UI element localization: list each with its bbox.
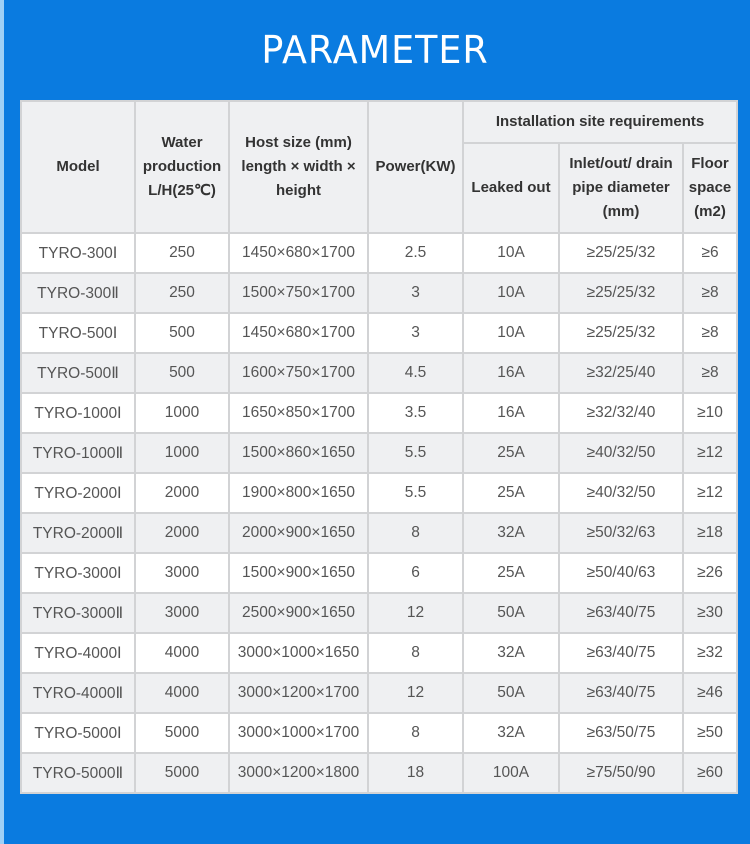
cell-floor-space: ≥6 xyxy=(683,233,737,273)
cell-model: TYRO-300Ⅰ xyxy=(21,233,135,273)
cell-floor-space: ≥8 xyxy=(683,313,737,353)
table-body xyxy=(21,233,737,793)
cell-floor-space: ≥30 xyxy=(683,593,737,633)
table-row xyxy=(21,313,737,353)
cell-water-production: 4000 xyxy=(135,633,229,673)
table-row xyxy=(21,353,737,393)
cell-pipe-diameter: ≥50/40/63 xyxy=(559,553,683,593)
table-row xyxy=(21,513,737,553)
parameter-table-container xyxy=(20,100,736,794)
cell-host-size: 3000×1200×1800 xyxy=(229,753,368,793)
table-row xyxy=(21,393,737,433)
header-leaked-out: Leaked out xyxy=(463,143,559,233)
cell-water-production: 3000 xyxy=(135,553,229,593)
cell-water-production: 2000 xyxy=(135,473,229,513)
table-row xyxy=(21,713,737,753)
cell-power: 3 xyxy=(368,273,463,313)
table-row xyxy=(21,593,737,633)
cell-leaked-out: 32A xyxy=(463,513,559,553)
header-installation-requirements: Installation site requirements xyxy=(463,101,737,143)
cell-model: TYRO-3000Ⅱ xyxy=(21,593,135,633)
cell-floor-space: ≥12 xyxy=(683,433,737,473)
cell-host-size: 1650×850×1700 xyxy=(229,393,368,433)
cell-model: TYRO-500Ⅱ xyxy=(21,353,135,393)
cell-water-production: 5000 xyxy=(135,713,229,753)
cell-model: TYRO-2000Ⅱ xyxy=(21,513,135,553)
cell-leaked-out: 50A xyxy=(463,673,559,713)
cell-floor-space: ≥10 xyxy=(683,393,737,433)
cell-host-size: 2500×900×1650 xyxy=(229,593,368,633)
table-header xyxy=(21,101,737,233)
cell-host-size: 1450×680×1700 xyxy=(229,233,368,273)
table-row xyxy=(21,753,737,793)
cell-floor-space: ≥46 xyxy=(683,673,737,713)
cell-pipe-diameter: ≥75/50/90 xyxy=(559,753,683,793)
cell-water-production: 4000 xyxy=(135,673,229,713)
cell-floor-space: ≥8 xyxy=(683,353,737,393)
cell-water-production: 2000 xyxy=(135,513,229,553)
cell-floor-space: ≥8 xyxy=(683,273,737,313)
header-floor-space: Floor space (m2) xyxy=(683,143,737,233)
cell-host-size: 2000×900×1650 xyxy=(229,513,368,553)
cell-model: TYRO-5000Ⅱ xyxy=(21,753,135,793)
cell-power: 8 xyxy=(368,513,463,553)
cell-power: 3.5 xyxy=(368,393,463,433)
cell-floor-space: ≥32 xyxy=(683,633,737,673)
cell-model: TYRO-300Ⅱ xyxy=(21,273,135,313)
cell-pipe-diameter: ≥63/40/75 xyxy=(559,593,683,633)
cell-floor-space: ≥26 xyxy=(683,553,737,593)
cell-pipe-diameter: ≥25/25/32 xyxy=(559,313,683,353)
cell-host-size: 1450×680×1700 xyxy=(229,313,368,353)
cell-leaked-out: 25A xyxy=(463,433,559,473)
cell-pipe-diameter: ≥32/32/40 xyxy=(559,393,683,433)
cell-power: 8 xyxy=(368,713,463,753)
cell-pipe-diameter: ≥50/32/63 xyxy=(559,513,683,553)
cell-water-production: 500 xyxy=(135,353,229,393)
cell-leaked-out: 32A xyxy=(463,713,559,753)
cell-water-production: 1000 xyxy=(135,393,229,433)
cell-host-size: 3000×1000×1700 xyxy=(229,713,368,753)
cell-leaked-out: 10A xyxy=(463,233,559,273)
cell-pipe-diameter: ≥63/40/75 xyxy=(559,633,683,673)
cell-water-production: 250 xyxy=(135,233,229,273)
cell-host-size: 3000×1200×1700 xyxy=(229,673,368,713)
cell-water-production: 3000 xyxy=(135,593,229,633)
cell-pipe-diameter: ≥25/25/32 xyxy=(559,233,683,273)
cell-floor-space: ≥60 xyxy=(683,753,737,793)
cell-model: TYRO-3000Ⅰ xyxy=(21,553,135,593)
cell-water-production: 5000 xyxy=(135,753,229,793)
header-pipe-diameter: Inlet/out/ drain pipe diameter (mm) xyxy=(559,143,683,233)
table-row xyxy=(21,673,737,713)
cell-power: 6 xyxy=(368,553,463,593)
cell-water-production: 500 xyxy=(135,313,229,353)
cell-host-size: 1600×750×1700 xyxy=(229,353,368,393)
cell-power: 5.5 xyxy=(368,473,463,513)
left-edge-stripe xyxy=(0,0,4,844)
header-water-production: Water production L/H(25℃) xyxy=(135,101,229,233)
cell-host-size: 1500×860×1650 xyxy=(229,433,368,473)
cell-leaked-out: 10A xyxy=(463,313,559,353)
cell-leaked-out: 10A xyxy=(463,273,559,313)
cell-host-size: 1500×750×1700 xyxy=(229,273,368,313)
cell-power: 8 xyxy=(368,633,463,673)
cell-power: 12 xyxy=(368,593,463,633)
header-model: Model xyxy=(21,101,135,233)
cell-pipe-diameter: ≥63/40/75 xyxy=(559,673,683,713)
cell-leaked-out: 16A xyxy=(463,353,559,393)
table-row xyxy=(21,633,737,673)
cell-power: 3 xyxy=(368,313,463,353)
cell-host-size: 1900×800×1650 xyxy=(229,473,368,513)
cell-water-production: 1000 xyxy=(135,433,229,473)
cell-floor-space: ≥12 xyxy=(683,473,737,513)
cell-model: TYRO-4000Ⅰ xyxy=(21,633,135,673)
table-row xyxy=(21,233,737,273)
cell-power: 5.5 xyxy=(368,433,463,473)
cell-floor-space: ≥18 xyxy=(683,513,737,553)
cell-leaked-out: 50A xyxy=(463,593,559,633)
table-row xyxy=(21,473,737,513)
cell-pipe-diameter: ≥40/32/50 xyxy=(559,433,683,473)
cell-pipe-diameter: ≥32/25/40 xyxy=(559,353,683,393)
table-row xyxy=(21,433,737,473)
cell-leaked-out: 25A xyxy=(463,553,559,593)
cell-pipe-diameter: ≥63/50/75 xyxy=(559,713,683,753)
cell-power: 12 xyxy=(368,673,463,713)
cell-leaked-out: 32A xyxy=(463,633,559,673)
cell-leaked-out: 16A xyxy=(463,393,559,433)
table-row xyxy=(21,553,737,593)
cell-model: TYRO-2000Ⅰ xyxy=(21,473,135,513)
cell-model: TYRO-1000Ⅰ xyxy=(21,393,135,433)
cell-model: TYRO-500Ⅰ xyxy=(21,313,135,353)
cell-pipe-diameter: ≥40/32/50 xyxy=(559,473,683,513)
cell-model: TYRO-1000Ⅱ xyxy=(21,433,135,473)
table-row xyxy=(21,273,737,313)
header-host-size: Host size (mm) length × width × height xyxy=(229,101,368,233)
cell-power: 2.5 xyxy=(368,233,463,273)
cell-power: 4.5 xyxy=(368,353,463,393)
cell-leaked-out: 100A xyxy=(463,753,559,793)
cell-pipe-diameter: ≥25/25/32 xyxy=(559,273,683,313)
cell-host-size: 1500×900×1650 xyxy=(229,553,368,593)
cell-power: 18 xyxy=(368,753,463,793)
parameter-table xyxy=(20,100,738,794)
header-power: Power(KW) xyxy=(368,101,463,233)
page-title: PARAMETER xyxy=(261,28,489,72)
cell-host-size: 3000×1000×1650 xyxy=(229,633,368,673)
cell-model: TYRO-4000Ⅱ xyxy=(21,673,135,713)
cell-water-production: 250 xyxy=(135,273,229,313)
cell-model: TYRO-5000Ⅰ xyxy=(21,713,135,753)
cell-leaked-out: 25A xyxy=(463,473,559,513)
cell-floor-space: ≥50 xyxy=(683,713,737,753)
